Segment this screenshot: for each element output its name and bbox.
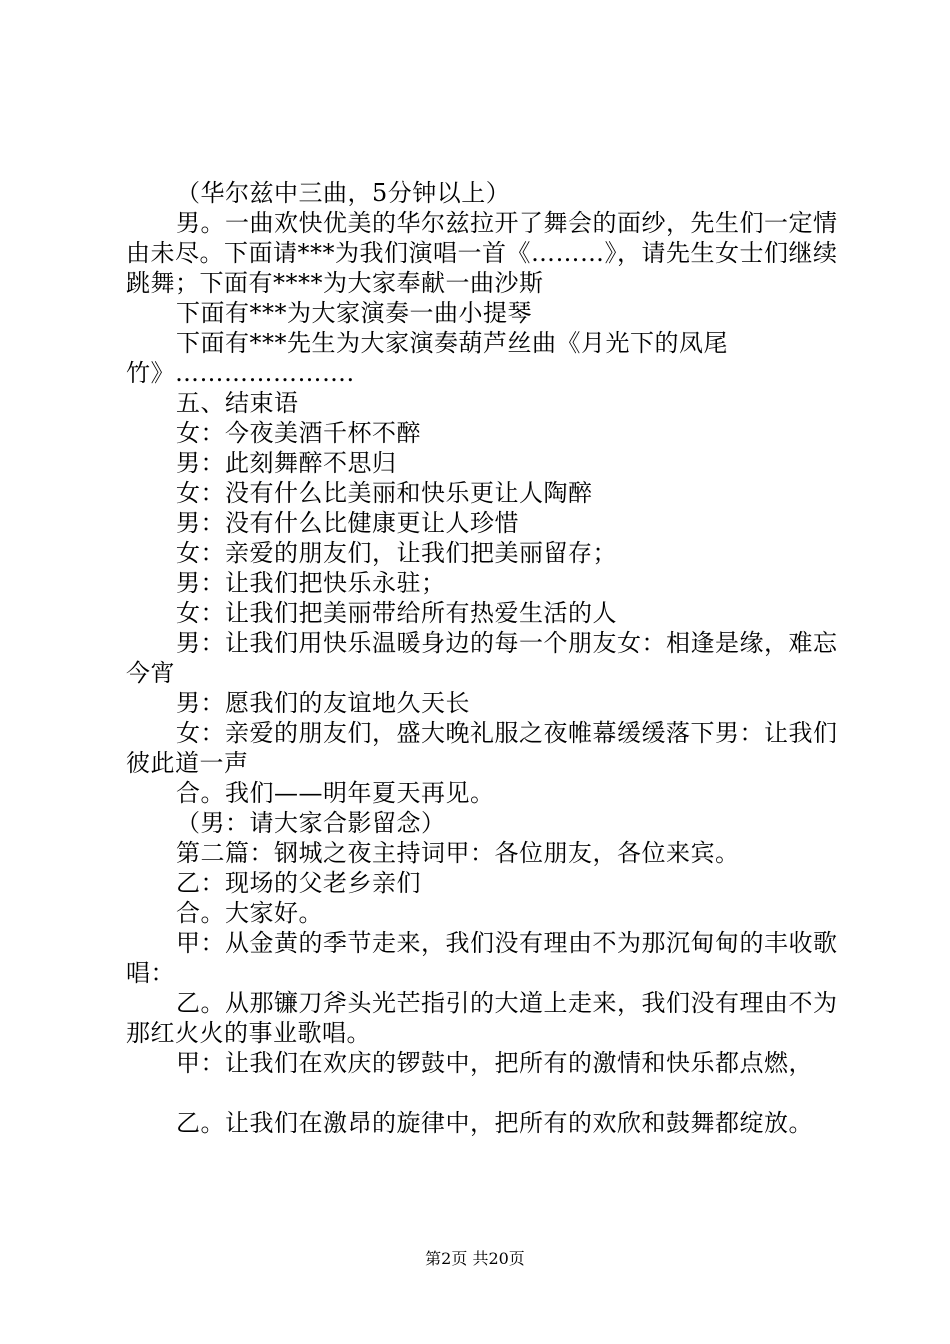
dialogue-line: 女：让我们把美丽带给所有热爱生活的人 [176, 599, 617, 627]
paragraph-waltz-intro: 男。一曲欢快优美的华尔兹拉开了舞会的面纱，先生们一定情由未尽。下面请***为我们演唱一首《………》，请先生女士们继续跳舞；下面有****为大家奉献一曲沙斯 [126, 209, 838, 297]
dialogue-line: 合。大家好。 [176, 899, 323, 927]
dialogue-line: 乙。从那镰刀斧头光芒指引的大道上走来，我们没有理由不为那红火火的事业歌唱。 [126, 989, 838, 1047]
dialogue-line: 男：让我们用快乐温暖身边的每一个朋友女：相逢是缘，难忘今宵 [126, 629, 838, 687]
page-footer [0, 1246, 950, 1269]
dialogue-line: 男：让我们把快乐永驻； [176, 569, 446, 597]
dialogue-line: 男：愿我们的友谊地久天长 [176, 689, 470, 717]
dialogue-line: 男：没有什么比健康更让人珍惜 [176, 509, 519, 537]
section-heading-closing: 五、结束语 [176, 389, 299, 417]
dialogue-line: 女：亲爱的朋友们，盛大晚礼服之夜帷幕缓缓落下男：让我们彼此道一声 [126, 719, 838, 777]
dialogue-line: 女：今夜美酒千杯不醉 [176, 419, 421, 447]
dialogue-line: 乙。让我们在激昂的旋律中，把所有的欢欣和鼓舞都绽放。 [176, 1109, 813, 1137]
dialogue-line: 男：此刻舞醉不思归 [176, 449, 397, 477]
paragraph-hulusi: 下面有***先生为大家演奏葫芦丝曲《月光下的凤尾竹》…………………. [126, 329, 728, 387]
dialogue-line: 甲：从金黄的季节走来，我们没有理由不为那沉甸甸的丰收歌唱： [126, 929, 838, 987]
dialogue-line: 合。我们——明年夏天再见。 [176, 779, 495, 807]
section-heading-second-article: 第二篇：钢城之夜主持词甲：各位朋友，各位来宾。 [176, 839, 740, 867]
paragraph-violin: 下面有***为大家演奏一曲小提琴 [176, 299, 532, 327]
dialogue-line: 甲：让我们在欢庆的锣鼓中，把所有的激情和快乐都点燃， [176, 1049, 813, 1077]
dialogue-line: 女：亲爱的朋友们，让我们把美丽留存； [176, 539, 617, 567]
page-number-label: 第2页 共20页 [425, 1249, 525, 1268]
paragraph-waltz-note: （华尔兹中三曲，5分钟以上） [176, 179, 511, 207]
stage-note: （男：请大家合影留念） [176, 809, 446, 837]
dialogue-line: 女：没有什么比美丽和快乐更让人陶醉 [176, 479, 593, 507]
blank-line [126, 1078, 846, 1108]
document-body [126, 178, 846, 1138]
dialogue-line: 乙：现场的父老乡亲们 [176, 869, 421, 897]
